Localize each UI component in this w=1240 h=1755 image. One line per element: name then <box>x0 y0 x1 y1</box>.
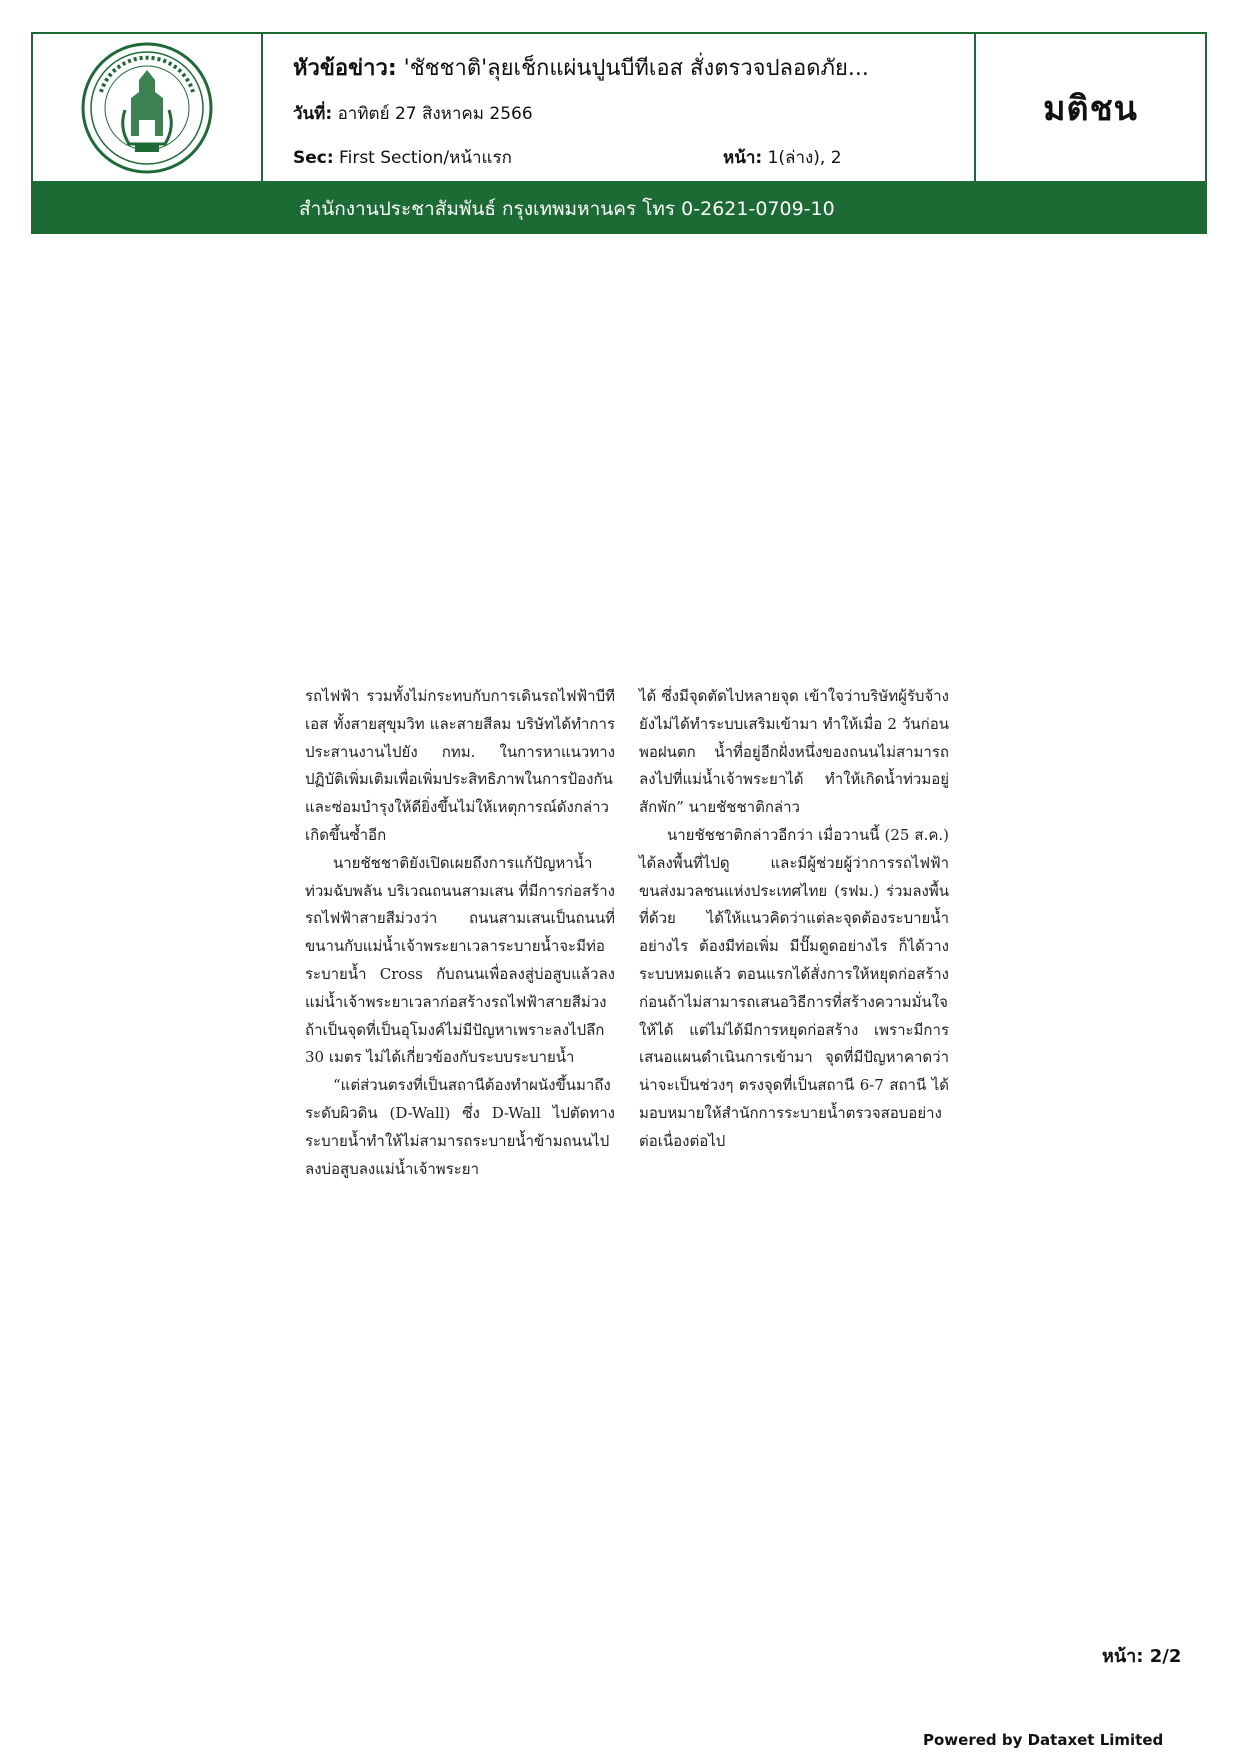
contact-banner <box>31 183 1207 234</box>
logo-cell <box>33 34 263 181</box>
newspaper-logo: มติชน <box>1043 88 1138 129</box>
article-body <box>305 683 949 1183</box>
newspaper-cell <box>976 34 1205 181</box>
section-label: Sec: <box>293 148 334 168</box>
article-column-1 <box>305 683 615 1183</box>
paragraph: นายชัชชาติกล่าวอีกว่า เมื่อวานนี้ (25 ส.ค.) ได้ลงพื้นที่ไปดู และมีผู้ช่วยผู้ว่าการรถไฟฟ้าขนส่งมวลชนแห่งประเทศไทย (รฟม.) ร่วมลงพื้นที่ด้วย ได้ให้แนวคิดว่าแต่ละจุดต้องระบายน้ำอย่างไร ต้องมีท่อเพิ่ม มีปั๊มดูดอย่างไร ก็ได้วางระบบหมดแล้ว ตอนแรกได้สั่งการให้หยุดก่อสร้างก่อนถ้าไม่สามารถเสนอวิธีการที่สร้างความมั่นใจให้ได้ แต่ไม่ได้มีการหยุดก่อสร้าง เพราะมีการเสนอแผนดำเนินการเข้ามา จุดที่มีปัญหาคาดว่าน่าจะเป็นช่วงๆ ตรงจุดที่เป็นสถานี 6-7 สถานี ได้มอบหมายให้สำนักการระบายน้ำตรวจสอบอย่างต่อเนื่องต่อไป <box>639 825 949 1150</box>
page-ref-text: 1(ล่าง), 2 <box>762 148 842 168</box>
footer-page-number <box>1102 1641 1181 1670</box>
headline-label: หัวข้อข่าว: <box>293 56 397 81</box>
footer-page-label: หน้า: <box>1102 1646 1144 1667</box>
page-ref-row <box>723 144 842 171</box>
powered-by: Powered by Dataxet Limited <box>923 1731 1164 1749</box>
page-ref-label: หน้า: <box>723 148 763 168</box>
date-label: วันที่: <box>293 104 333 124</box>
paragraph: นายชัชชาติยังเปิดเผยถึงการแก้ปัญหาน้ำท่วมฉับพลัน บริเวณถนนสามเสน ที่มีการก่อสร้างรถไฟฟ้าสายสีม่วงว่า ถนนสามเสนเป็นถนนที่ขนานกับแม่น้ำเจ้าพระยาเวลาระบายน้ำจะมีท่อระบายน้ำ Cross กับถนนเพื่อลงสู่บ่อสูบแล้วลงแม่น้ำเจ้าพระยาเวลาก่อสร้างรถไฟฟ้าสายสีม่วง ถ้าเป็นจุดที่เป็นอุโมงค์ไม่มีปัญหาเพราะลงไปลึก 30 เมตร ไม่ได้เกี่ยวข้องกับระบบระบายน้ำ <box>305 853 615 1067</box>
section-text: First Section/หน้าแรก <box>333 148 512 168</box>
info-cell <box>263 34 976 181</box>
article-column-2 <box>639 683 949 1183</box>
section-row <box>293 144 512 171</box>
paragraph: ได้ ซึ่งมีจุดตัดไปหลายจุด เข้าใจว่าบริษัทผู้รับจ้างยังไม่ได้ทำระบบเสริมเข้ามา ทำให้เมื่อ 2 วันก่อนพอฝนตก น้ำที่อยู่อีกฝั่งหนึ่งของถนนไม่สามารถลงไปที่แม่น้ำเจ้าพระยาได้ ทำให้เกิดน้ำท่วมอยู่สักพัก” นายชัชชาติกล่าว <box>639 687 949 817</box>
headline-text: 'ชัชชาติ'ลุยเช็กแผ่นปูนบีทีเอส สั่งตรวจปลอดภัย... <box>396 56 869 81</box>
footer-page-value: 2/2 <box>1143 1646 1182 1667</box>
banner-text: สำนักงานประชาสัมพันธ์ กรุงเทพมหานคร โทร 0-2621-0709-10 <box>299 197 835 220</box>
clipping-header <box>31 32 1207 183</box>
paragraph: รถไฟฟ้า รวมทั้งไม่กระทบกับการเดินรถไฟฟ้าบีทีเอส ทั้งสายสุขุมวิท และสายสีลม บริษัทได้ทำการประสานงานไปยัง กทม. ในการหาแนวทางปฏิบัติเพิ่มเติมเพื่อเพิ่มประสิทธิภาพในการป้องกัน และซ่อมบำรุงให้ดียิ่งขึ้นไม่ให้เหตุการณ์ดังกล่าวเกิดขึ้นซ้ำอีก <box>305 687 615 844</box>
date-row <box>293 100 533 127</box>
headline-row <box>293 50 869 85</box>
paragraph: “แต่ส่วนตรงที่เป็นสถานีต้องทำผนังขึ้นมาถึงระดับผิวดิน (D-Wall) ซึ่ง D-Wall ไปตัดทางระบายน้ำทำให้ไม่สามารถระบายน้ำข้ามถนนไปลงบ่อสูบลงแม่น้ำเจ้าพระยา <box>305 1076 615 1178</box>
date-text: อาทิตย์ 27 สิงหาคม 2566 <box>332 104 533 124</box>
bma-seal-icon <box>79 40 215 176</box>
